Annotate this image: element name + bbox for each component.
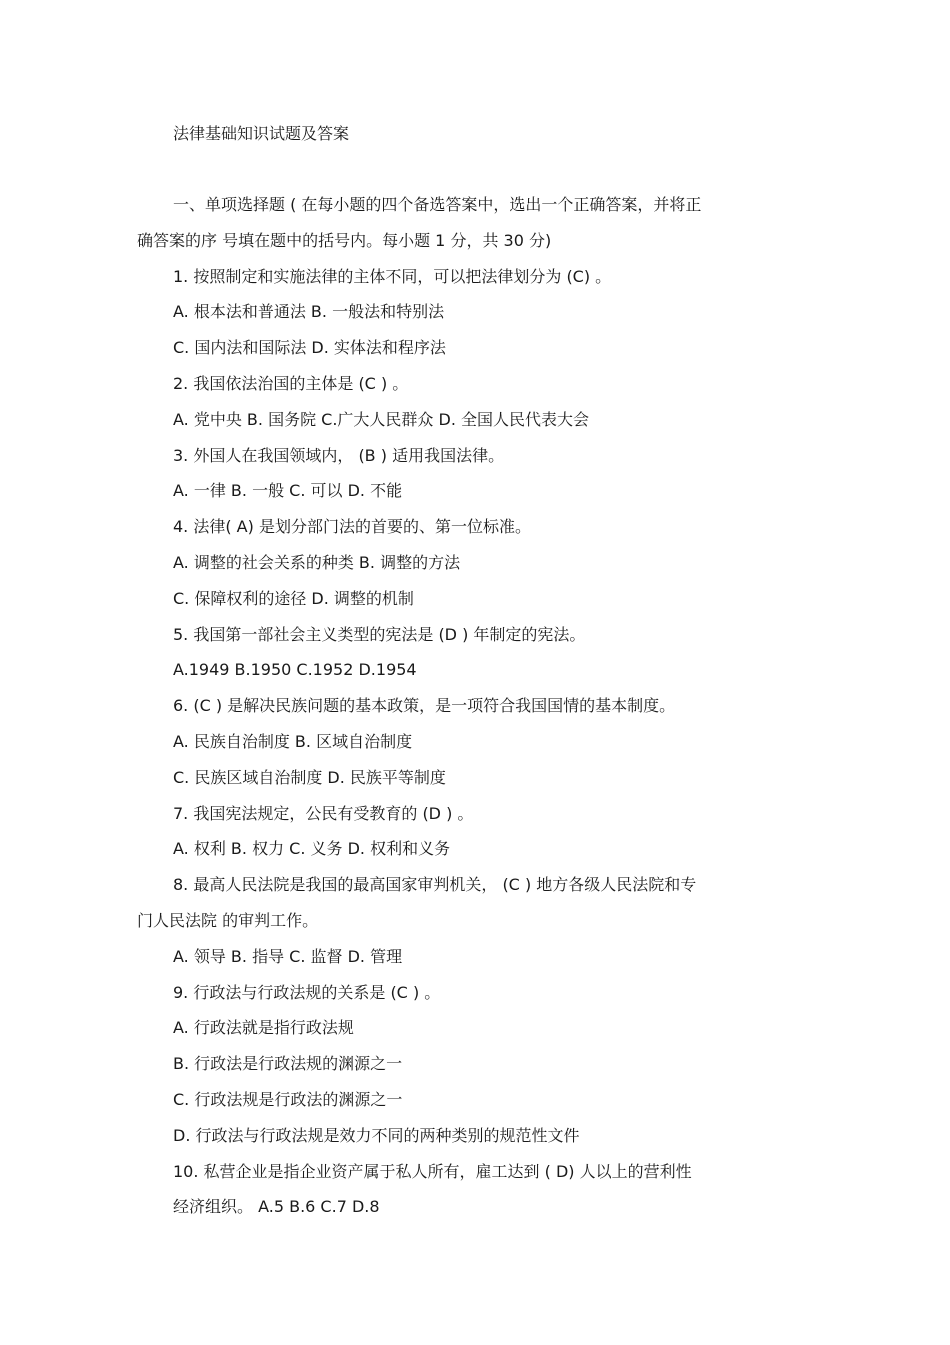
text-line: 门人民法院 的审判工作。 (137, 910, 319, 930)
text-line: A. 行政法就是指行政法规 (173, 1018, 354, 1038)
text-line: 9. 行政法与行政法规的关系是 (C ) 。 (173, 982, 441, 1002)
text-line: A. 党中央 B. 国务院 C.广大人民群众 D. 全国人民代表大会 (173, 409, 589, 429)
text-line: C. 民族区域自治制度 D. 民族平等制度 (173, 767, 446, 787)
text-line: 经济组织。 A.5 B.6 C.7 D.8 (173, 1197, 380, 1217)
text-line: C. 行政法规是行政法的渊源之一 (173, 1089, 403, 1109)
text-line: 10. 私营企业是指企业资产属于私人所有，雇工达到 ( D) 人以上的营利性 (173, 1161, 692, 1181)
text-line: A. 权利 B. 权力 C. 义务 D. 权利和义务 (173, 839, 451, 859)
text-line: A. 领导 B. 指导 C. 监督 D. 管理 (173, 946, 403, 966)
text-line: A. 调整的社会关系的种类 B. 调整的方法 (173, 552, 461, 572)
text-line: 一、单项选择题 ( 在每小题的四个备选答案中，选出一个正确答案，并将正 (173, 195, 702, 214)
text-line: 4. 法律( A) 是划分部门法的首要的、第一位标准。 (173, 517, 531, 537)
text-line: 2. 我国依法治国的主体是 (C ) 。 (173, 373, 409, 393)
text-line: 5. 我国第一部社会主义类型的宪法是 (D ) 年制定的宪法。 (173, 624, 586, 644)
document-body (137, 187, 787, 1225)
text-line: 6. (C ) 是解决民族问题的基本政策，是一项符合我国国情的基本制度。 (173, 696, 676, 716)
text-line: 1. 按照制定和实施法律的主体不同，可以把法律划分为 (C) 。 (173, 266, 612, 286)
text-line: A.1949 B.1950 C.1952 D.1954 (173, 660, 417, 680)
text-line: B. 行政法是行政法规的渊源之一 (173, 1054, 403, 1074)
text-line: 8. 最高人民法院是我国的最高国家审判机关， (C ) 地方各级人民法院和专 (173, 875, 697, 895)
document-title: 法律基础知识试题及答案 (173, 124, 350, 143)
text-line: A. 根本法和普通法 B. 一般法和特别法 (173, 302, 445, 322)
text-line: A. 民族自治制度 B. 区域自治制度 (173, 731, 413, 751)
text-line: D. 行政法与行政法规是效力不同的两种类别的规范性文件 (173, 1125, 580, 1145)
text-line: A. 一律 B. 一般 C. 可以 D. 不能 (173, 481, 403, 501)
text-line: C. 国内法和国际法 D. 实体法和程序法 (173, 338, 446, 358)
text-line: 确答案的序 号填在题中的括号内。每小题 1 分，共 30 分) (137, 230, 552, 250)
text-line: 7. 我国宪法规定，公民有受教育的 (D ) 。 (173, 803, 474, 823)
text-line: C. 保障权利的途径 D. 调整的机制 (173, 588, 414, 608)
text-line: 3. 外国人在我国领域内， (B ) 适用我国法律。 (173, 445, 505, 465)
